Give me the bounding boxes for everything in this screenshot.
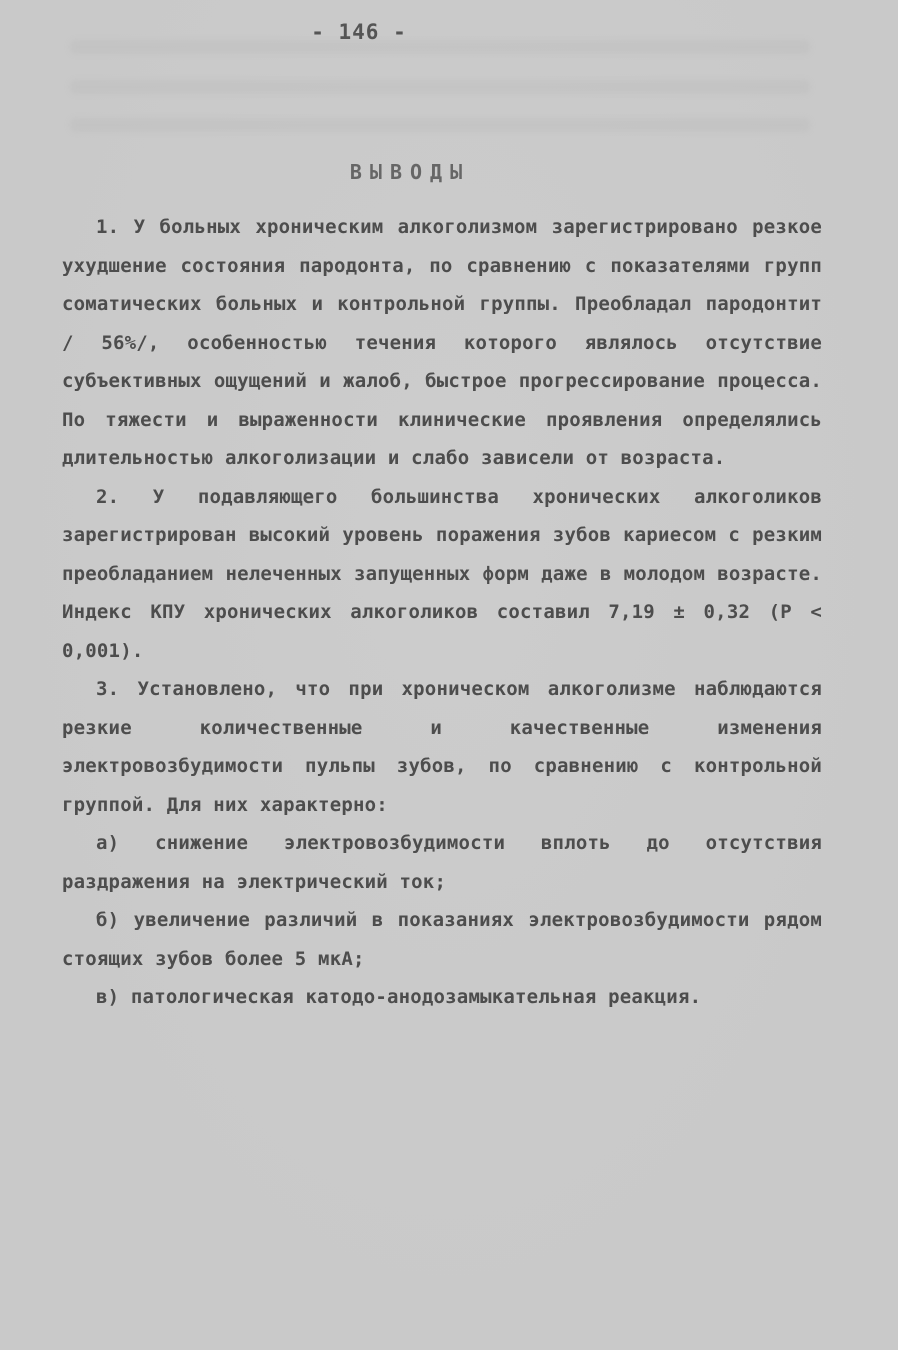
section-heading: ВЫВОДЫ bbox=[349, 160, 471, 184]
list-item-c: в) патологическая катодо-анодозамыкательная реакция. bbox=[96, 986, 702, 1008]
bleed-through-line bbox=[70, 118, 810, 132]
conclusion-paragraph-3: 3. Установлено, что при хроническом алкоголизме наблюдаются резкие количественные и качественные изменения электровозбудимости пульпы зубов, по сравнению с контрольной группой. Для них характерно: bbox=[62, 678, 822, 816]
list-item-b: б) увеличение различий в показаниях электровозбудимости рядом стоящих зубов более 5 мкА; bbox=[62, 909, 822, 970]
bleed-through-line bbox=[70, 80, 810, 94]
page-number: - 146 - bbox=[311, 20, 407, 44]
conclusion-paragraph-2: 2. У подавляющего большинства хронических алкоголиков зарегистрирован высокий уровень поражения зубов кариесом с резким преобладанием нелеченных запущенных форм даже в молодом возрасте. Индекс КПУ хронических алкоголиков составил 7,19 ± 0,32 (P < 0,001). bbox=[62, 485, 822, 662]
conclusions-body bbox=[62, 208, 822, 1017]
list-item-a: а) снижение электровозбудимости вплоть до отсутствия раздражения на электрический ток; bbox=[62, 832, 822, 893]
conclusion-paragraph-1: 1. У больных хроническим алкоголизмом зарегистрировано резкое ухудшение состояния пародонта, по сравнению с показателями групп соматических больных и контрольной группы. Преобладал пародонтит / 56%/, особенностью течения которого являлось отсутствие субъективных ощущений и жалоб, быстрое прогрессирование процесса. По тяжести и выраженности клинические проявления определялись длительностью алкоголизации и слабо зависели от возраста. bbox=[62, 216, 822, 469]
